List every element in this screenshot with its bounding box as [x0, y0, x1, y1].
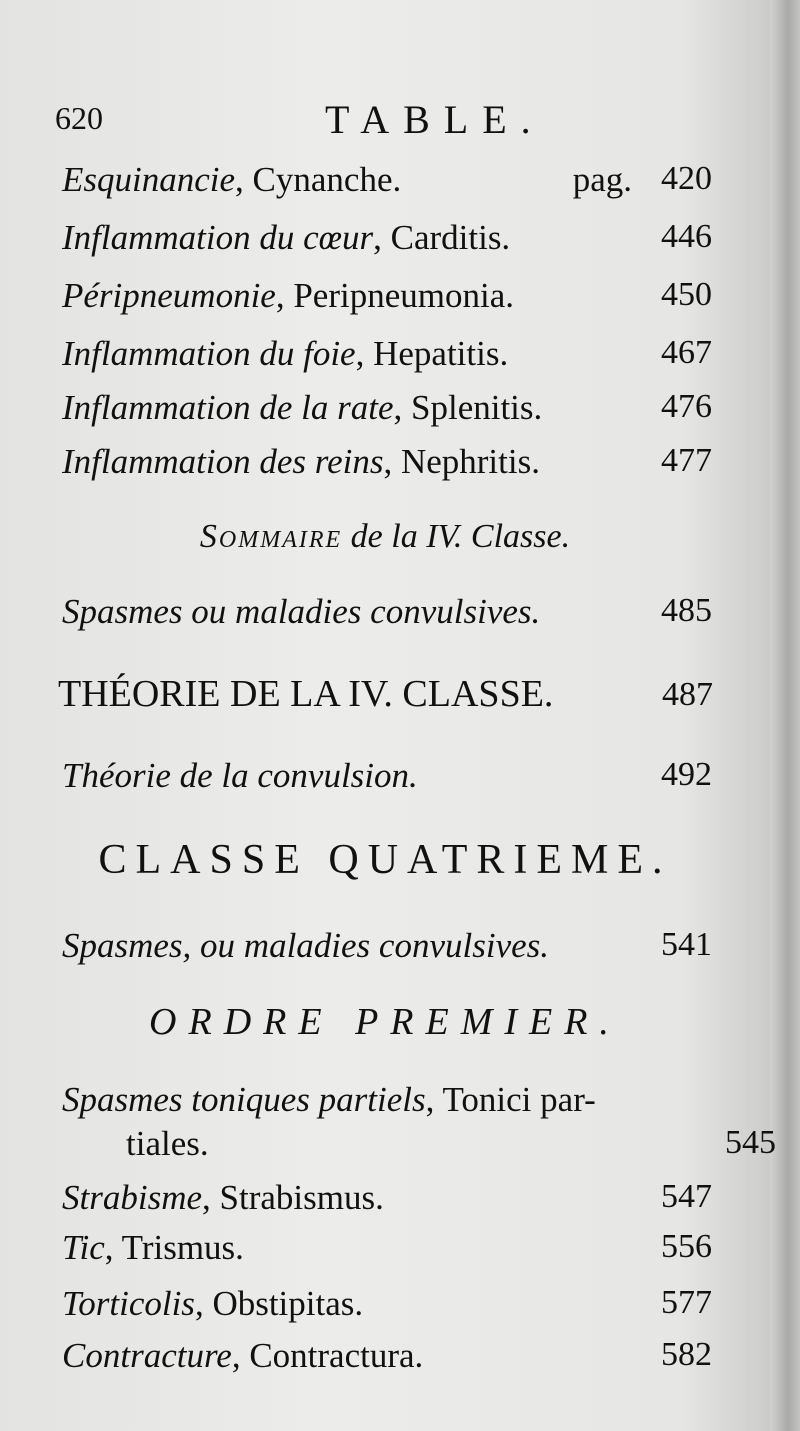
entry-latin-term: Cynanche. [252, 160, 402, 199]
table-entry: Inflammation de la rate, Splenitis. 476 [62, 388, 712, 427]
entry-french-term: Esquinancie [62, 160, 236, 199]
entry-latin-term: Trismus. [121, 1228, 244, 1267]
sommaire-rest: de la IV. Classe. [350, 518, 571, 555]
table-entry: Esquinancie, Cynanche. pag. 420 [62, 160, 712, 199]
entry-latin-term: Splenitis. [411, 388, 543, 427]
running-head: TABLE. [325, 97, 545, 142]
entry-title: THÉORIE DE LA IV. CLASSE. [58, 673, 554, 715]
entry-french-term: Péripneumonie [62, 276, 276, 315]
entry-page-number: 467 [661, 334, 712, 371]
entry-french-term: Strabisme [62, 1178, 202, 1217]
entry-latin-term: Carditis. [390, 218, 511, 257]
entry-french-term: Tic [62, 1228, 105, 1267]
table-entry: Torticolis, Obstipitas. 577 [62, 1284, 712, 1323]
entry-title: Théorie de la convulsion. [62, 756, 418, 795]
entry-page-number: 556 [661, 1228, 712, 1265]
entry-latin-term: Hepatitis. [373, 334, 509, 373]
ordre-heading: ORDRE PREMIER. [149, 1001, 621, 1043]
entry-latin-term: Contractura. [249, 1336, 424, 1375]
entry-page-number: 582 [661, 1336, 712, 1373]
table-entry: Contracture, Contractura. 582 [62, 1336, 712, 1375]
entry-page-number: 446 [661, 218, 712, 255]
entry-latin-term: Nephritis. [400, 442, 540, 481]
classe-heading: CLASSE QUATRIEME. [98, 837, 672, 883]
table-entry: Spasmes toniques partiels, Tonici par- [62, 1080, 596, 1119]
entry-french-term: Contracture [62, 1336, 232, 1375]
entry-french-term: Inflammation de la rate [62, 388, 394, 427]
table-entry-continuation [62, 1124, 776, 1164]
entry-page-number: 541 [661, 926, 712, 963]
entry-french-term: Spasmes toniques partiels [62, 1080, 426, 1119]
table-entry [62, 926, 712, 966]
entry-page-number: 577 [661, 1284, 712, 1321]
table-entry: Péripneumonie, Peripneumonia. 450 [62, 276, 712, 315]
table-entry [62, 592, 712, 632]
entry-latin-term: Obstipitas. [212, 1284, 364, 1323]
entry-latin-term: Strabismus. [219, 1178, 384, 1217]
entry-latin-term: Peripneumonia. [293, 276, 514, 315]
book-spine-edge [770, 0, 800, 1431]
entry-latin-term: Tonici par- [442, 1080, 596, 1119]
entry-french-term: Inflammation des reins [62, 442, 384, 481]
entry-page-number: 545 [725, 1124, 776, 1161]
entry-page-number: 487 [662, 676, 713, 713]
table-entry: Strabisme, Strabismus. 547 [62, 1178, 712, 1217]
sommaire-heading [55, 518, 715, 556]
entry-page-number: 547 [661, 1178, 712, 1215]
entry-french-term: Torticolis [62, 1284, 195, 1323]
page-header [55, 97, 715, 160]
entry-page-number: 485 [661, 592, 712, 629]
entry-page-number: 477 [661, 442, 712, 479]
table-entry [62, 756, 712, 796]
entry-latin-term-cont: tiales. [126, 1124, 209, 1163]
entry-page-number: 450 [661, 276, 712, 313]
entry-title: Spasmes ou maladies convulsives. [62, 592, 541, 631]
page-number: 620 [55, 100, 103, 136]
entry-page-number: 420 [661, 160, 712, 197]
entry-french-term: Inflammation du cœur [62, 218, 374, 257]
entry-page-number: 492 [661, 756, 712, 793]
entry-french-term: Inflammation du foie [62, 334, 356, 373]
sommaire-lead: Sommaire [199, 518, 343, 555]
table-entry: Inflammation des reins, Nephritis. 477 [62, 442, 712, 481]
entry-page-number: 476 [661, 388, 712, 425]
table-entry: Tic, Trismus. 556 [62, 1228, 712, 1267]
entry-title: Spasmes, ou maladies convulsives. [62, 926, 550, 965]
table-entry: Inflammation du cœur, Carditis. 446 [62, 218, 712, 257]
theorie-classe-entry [58, 672, 713, 716]
table-entry: Inflammation du foie, Hepatitis. 467 [62, 334, 712, 373]
pag-abbreviation: pag. [572, 160, 632, 199]
